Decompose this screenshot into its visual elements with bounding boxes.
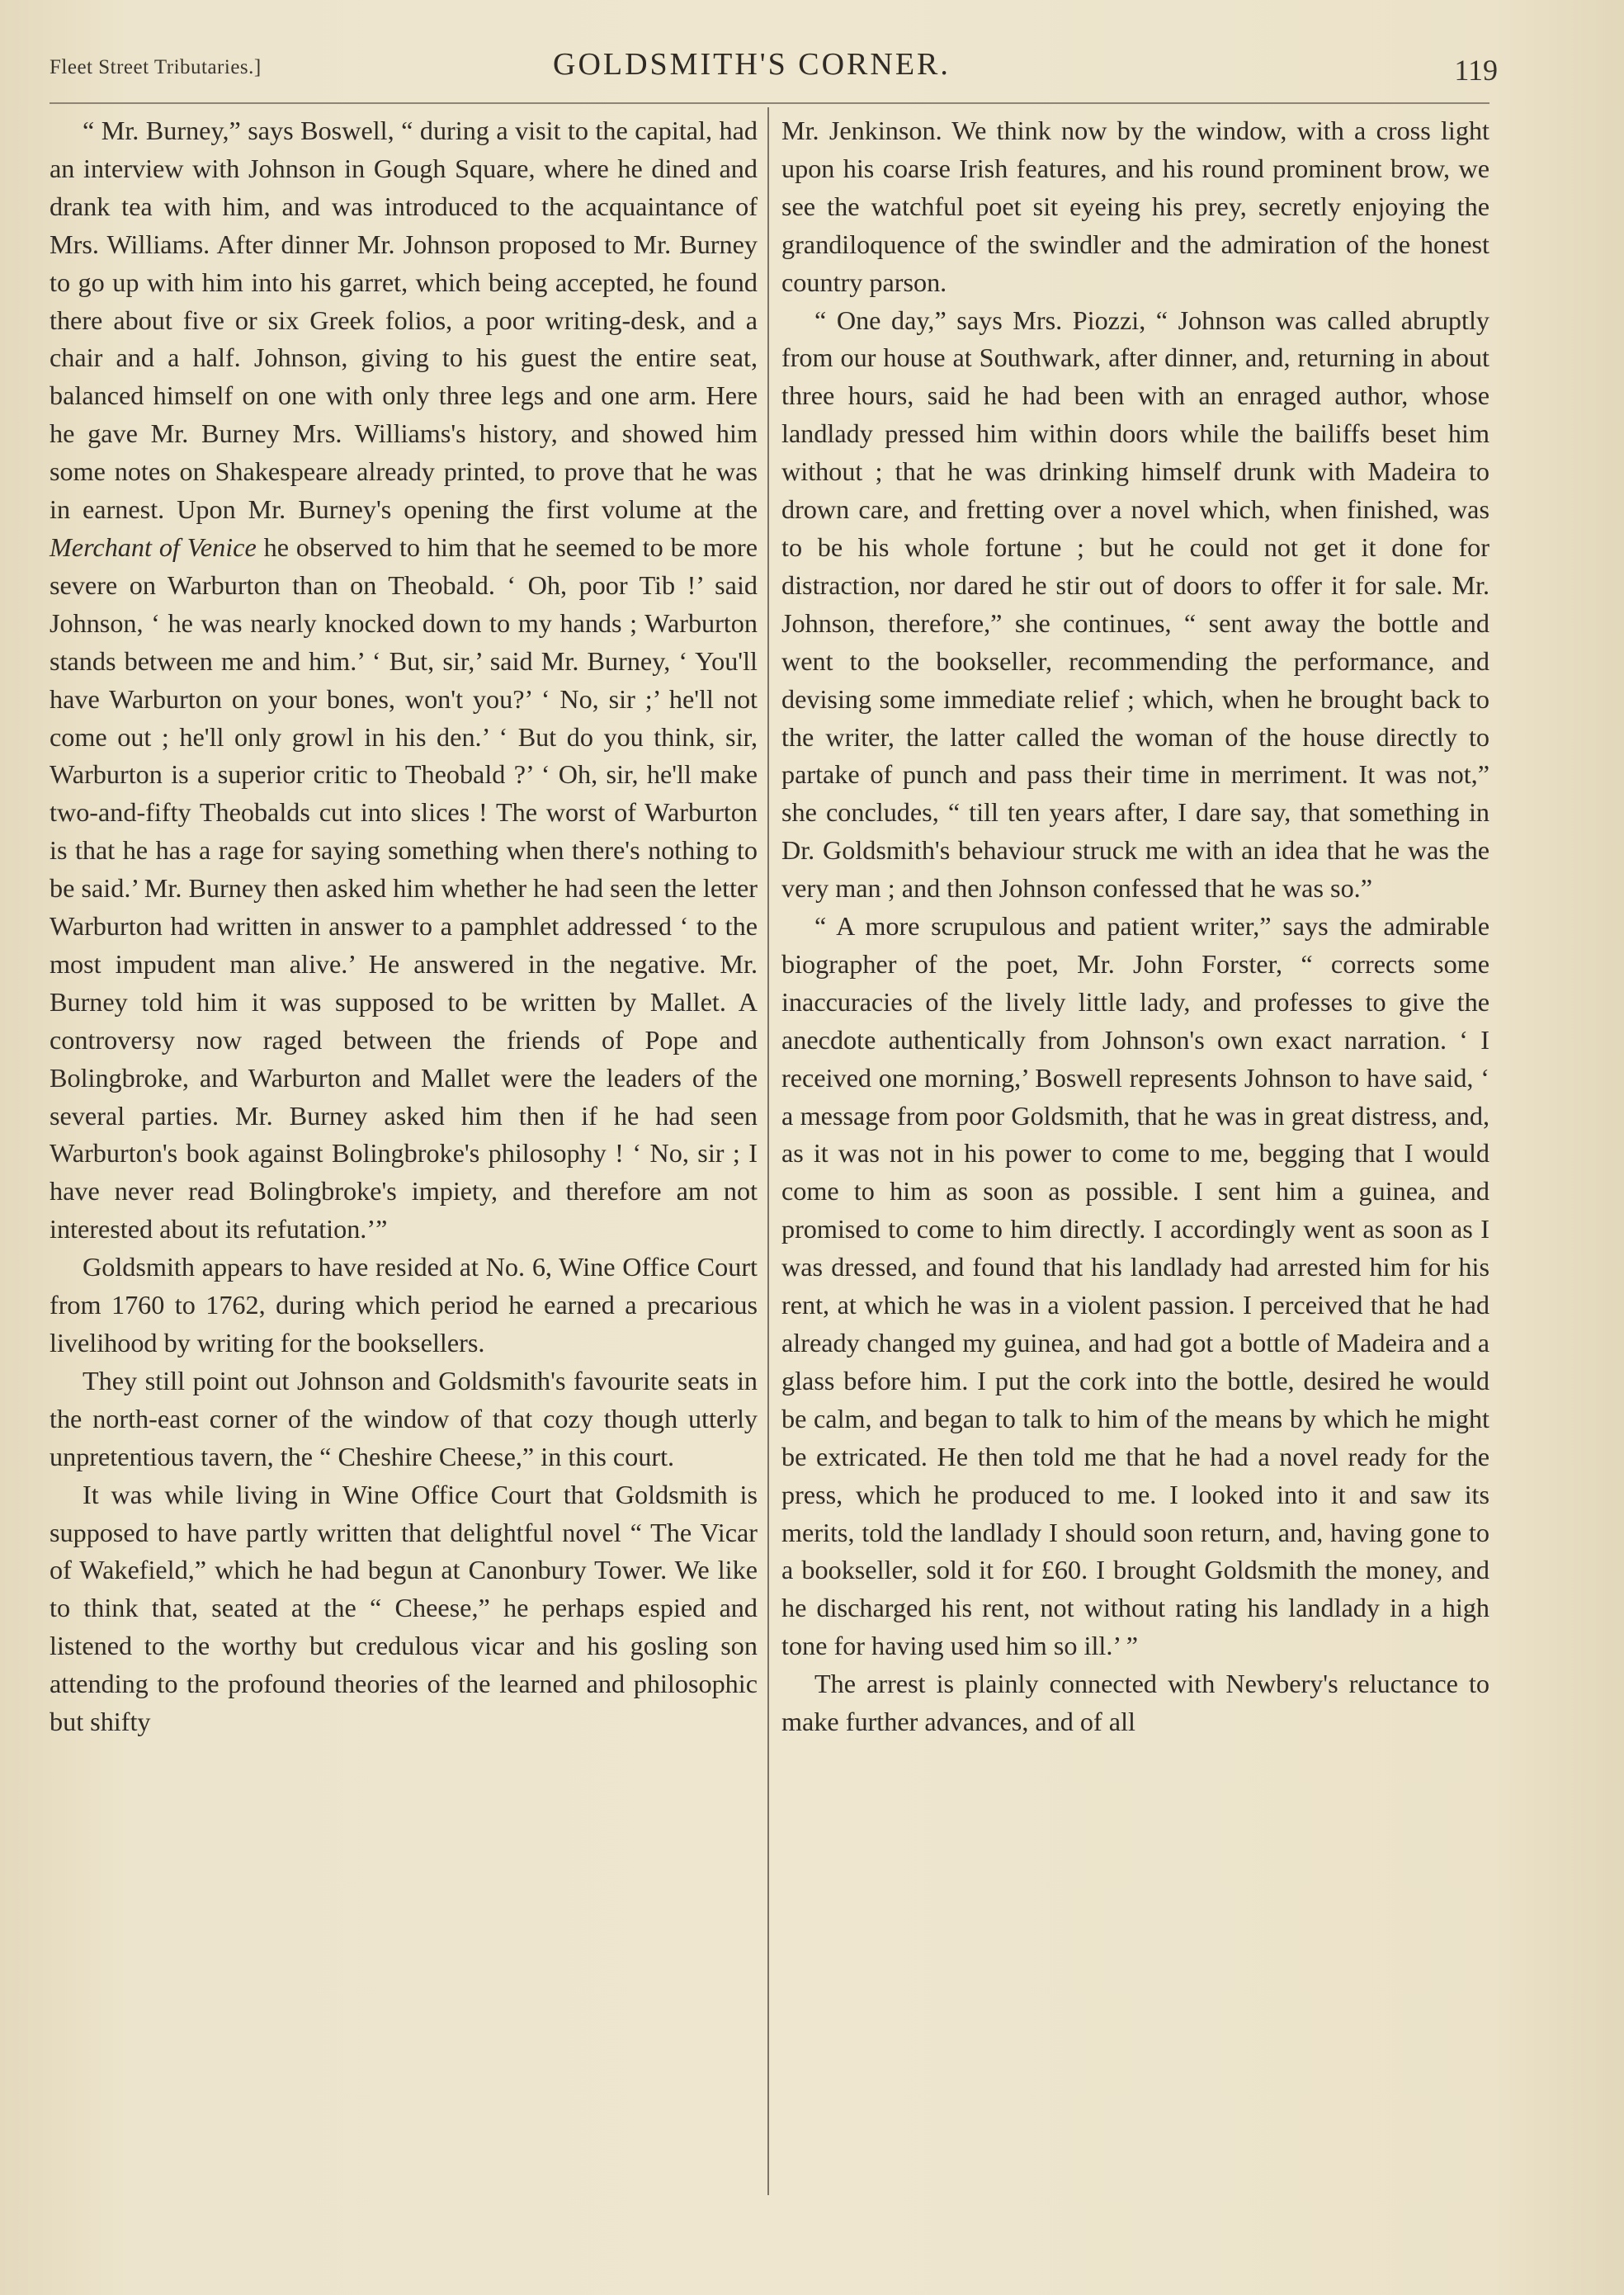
paragraph: The arrest is plainly connected with Newbery's reluctance to make further advances, and of all bbox=[781, 1669, 1489, 1737]
paragraph: It was while living in Wine Office Court that Goldsmith is supposed to have partly written that delightful novel “ The Vicar of Wakefield,” which he had begun at Canonbury Tower. We like to think that, seated at the “ Cheese,” he perhaps espied and listened to the worthy but credulous vicar and his gosling son attending to the profound theories of the learned and philosophic but shifty bbox=[50, 1479, 758, 1737]
running-header bbox=[50, 45, 1498, 102]
paragraph: “ A more scrupulous and patient writer,” says the admirable biographer of the poet, Mr. John Forster, “ corrects some inaccuracies of the lively little lady, and professes to give the anecdote authentically from Johnson's own exact narration. ‘ I received one morning,’ Boswell represents Johnson to have said, ‘ a message from poor Goldsmith, that he was in great distress, and, as it was not in his power to come to me, begging that I would come to him as soon as possible. I sent him a guinea, and promised to come to him directly. I accordingly went as soon as I was dressed, and found that his landlady had arrested him for his rent, at which he was in a violent passion. I perceived that he had already changed my guinea, and had got a bottle of Madeira and a glass before him. I put the cork into the bottle, desired he would be calm, and began to talk to him of the means by which he might be extricated. He then told me that he had a novel ready for the press, which he produced to me. I looked into it and saw its merits, told the landlady I should soon return, and, having gone to a bookseller, sold it for £60. I brought Goldsmith the money, and he discharged his rent, not without rating his landlady in a high tone for having used him so ill.’ ” bbox=[781, 911, 1489, 1661]
page-title: GOLDSMITH'S CORNER. bbox=[553, 47, 951, 82]
column-divider bbox=[767, 107, 769, 2195]
left-column bbox=[50, 112, 758, 1741]
italic-title: Merchant of Venice bbox=[50, 531, 257, 562]
section-label: Fleet Street Tributaries.] bbox=[50, 56, 262, 78]
paragraph-text: “ Mr. Burney,” says Boswell, “ during a visit to the capital, had an interview with Johnson in Gough Square, where he dined and drank tea with him, and was introduced to the acquaintance of Mrs. Williams. After dinner Mr. Johnson proposed to Mr. Burney to go up with him into his garret, which being accepted, he found there about five or six Greek folios, a poor writing-desk, and a chair and a half. Johnson, giving to his guest the entire seat, balanced himself on one with only three legs and one arm. Here he gave Mr. Burney Mrs. Williams's history, and showed him some notes on Shakespeare already printed, to prove that he was in earnest. Upon Mr. Burney's opening the first volume at the bbox=[50, 116, 758, 525]
paragraph: Goldsmith appears to have resided at No. 6, Wine Office Court from 1760 to 1762, during which period he earned a precarious livelihood by writing for the booksellers. bbox=[50, 1252, 758, 1358]
paragraph-text: he observed to him that he seemed to be more severe on Warburton than on Theobald. ‘ Oh, poor Tib !’ said Johnson, ‘ he was nearly knocked down to my hands ; Warburton stands between me and him.’ ‘ But, sir,’ said Mr. Burney, ‘ You'll have Warburton on your bones, won't you?’ ‘ No, sir ;’ he'll not come out ; he'll only growl in his den.’ ‘ But do you think, sir, Warburton is a superior critic to Theobald ?’ ‘ Oh, sir, he'll make two-and-fifty Theobalds cut into slices ! The worst of Warburton is that he has a rage for saying something when there's nothing to be said.’ Mr. Burney then asked him whether he had seen the letter Warburton had written in answer to a pamphlet addressed ‘ to the most impudent man alive.’ He answered in the negative. Mr. Burney told him it was supposed to be written by Mallet. A controversy now raged between the friends of Pope and Bolingbroke, and Warburton and Mallet were the leaders of the several parties. Mr. Burney asked him then if he had seen Warburton's book against Bolingbroke's philosophy ! ‘ No, sir ; I have never read Bolingbroke's impiety, and therefore am not interested about its refutation.’” bbox=[50, 531, 758, 1244]
right-column bbox=[781, 112, 1489, 1741]
header-rule bbox=[50, 102, 1489, 104]
paragraph bbox=[50, 112, 758, 1249]
paragraph: Mr. Jenkinson. We think now by the window, with a cross light upon his coarse Irish features, and his round prominent brow, we see the watchful poet sit eyeing his prey, secretly enjoying the grandiloquence of the swindler and the admiration of the honest country parson. bbox=[781, 116, 1489, 297]
page-number: 119 bbox=[1454, 54, 1498, 87]
paragraph: They still point out Johnson and Goldsmith's favourite seats in the north-east corner of the window of that cozy though utterly unpretentious tavern, the “ Cheshire Cheese,” in this court. bbox=[50, 1365, 758, 1471]
paragraph: “ One day,” says Mrs. Piozzi, “ Johnson was called abruptly from our house at Southwark, after dinner, and, returning in about three hours, said he had been with an enraged author, whose landlady pressed him within doors while the bailiffs beset him without ; that he was drinking himself drunk with Madeira to drown care, and fretting over a novel which, when finished, was to be his whole fortune ; but he could not get it done for distraction, nor dared he stir out of doors to offer it for sale. Mr. Johnson, therefore,” she continues, “ sent away the bottle and went to the bookseller, recommending the performance, and devising some immediate relief ; which, when he brought back to the writer, the latter called the woman of the house directly to partake of punch and pass their time in merriment. It was not,” she concludes, “ till ten years after, I dare say, that something in Dr. Goldsmith's behaviour struck me with an idea that he was the very man ; and then Johnson confessed that he was so.” bbox=[781, 305, 1489, 904]
